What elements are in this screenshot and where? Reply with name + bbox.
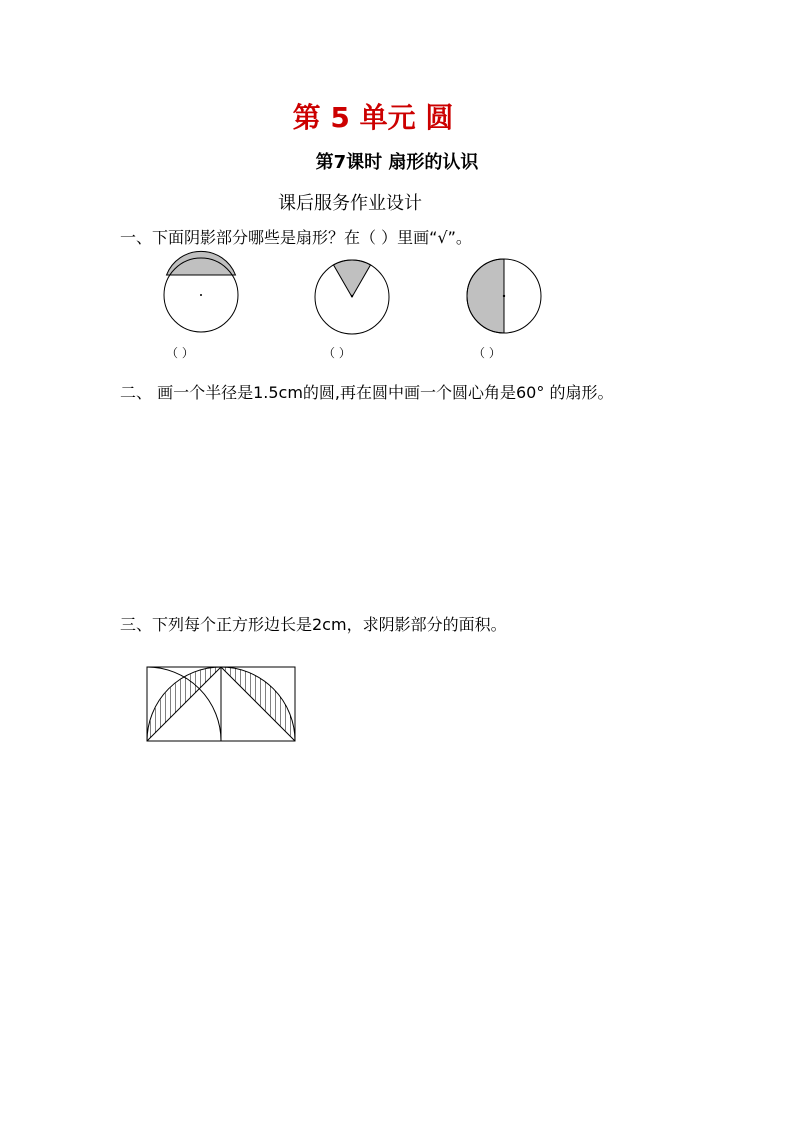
figure-1 bbox=[164, 251, 238, 332]
unit-title bbox=[0, 96, 746, 136]
center-dot-1 bbox=[200, 294, 202, 296]
circle-outline-2 bbox=[315, 260, 389, 334]
center-dot-3 bbox=[503, 295, 505, 297]
answer-blank-2[interactable]: （ ） bbox=[323, 346, 351, 360]
shaded-sector bbox=[334, 260, 371, 297]
design-title: 课后服务作业设计 bbox=[278, 193, 422, 214]
figure-3 bbox=[467, 259, 541, 333]
answer-blank-3[interactable]: （ ） bbox=[473, 346, 501, 360]
figure-2 bbox=[315, 260, 389, 334]
square-figure bbox=[140, 660, 305, 750]
question-2: 二、 画一个半径是1.5cm的圆,再在圆中画一个圆心角是60° 的扇形。 bbox=[120, 383, 614, 402]
answer-blank-1[interactable]: （ ） bbox=[166, 346, 194, 360]
shaded-segment bbox=[167, 251, 236, 275]
circle-outline-3 bbox=[467, 259, 541, 333]
circle-outline-1 bbox=[164, 258, 238, 332]
question-3: 三、下列每个正方形边长是2cm，求阴影部分的面积。 bbox=[120, 615, 507, 634]
lesson-title: 第7课时 扇形的认识 bbox=[315, 152, 479, 173]
question-1: 一、下面阴影部分哪些是扇形？在（ ）里画“√”。 bbox=[120, 228, 472, 247]
shaded-semicircle bbox=[467, 259, 504, 333]
unit-title-text: 第 5 单元 圆 bbox=[292, 101, 454, 134]
center-dot-2 bbox=[351, 295, 353, 297]
